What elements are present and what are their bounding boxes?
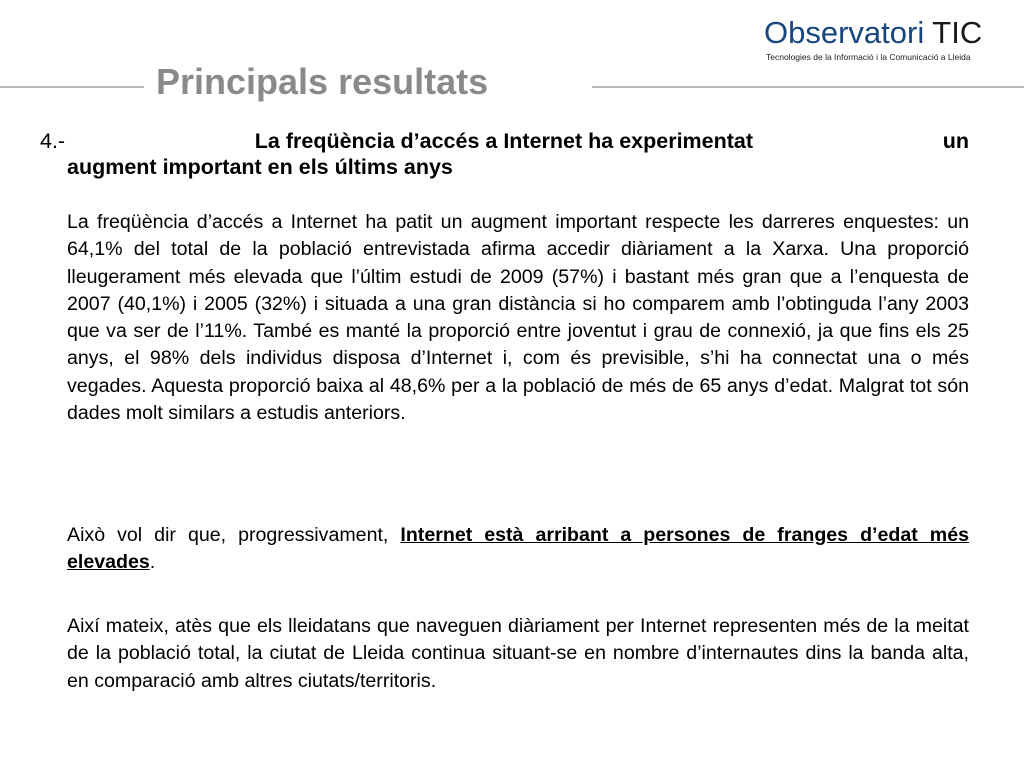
logo-name xyxy=(764,16,982,50)
paragraph-age-trend-tail: . xyxy=(149,551,156,574)
section-heading xyxy=(40,128,969,180)
heading-line-2: augment important en els últims anys xyxy=(67,155,453,179)
heading-line-1 xyxy=(40,128,969,154)
paragraph-lleida-comparison: Així mateix, atès que els lleidatans que naveguen diàriament per Internet representen més de la meitat de la població total, la ciutat de Lleida continua situant-se en nombre d’internautes dins la banda alta, en comparació amb altres ciutats/territoris. xyxy=(67,615,969,692)
observatori-tic-logo xyxy=(762,14,1018,68)
paragraph-access-frequency: La freqüència d’accés a Internet ha patit un augment important respecte les darreres enquestes: un 64,1% del total de la població entrevistada afirma accedir diàriament a la Xarxa. Una proporció lleugerament més elevada que l’últim estudi de 2009 (57%) i bastant més gran que a l’enquesta de 2007 (40,1%) i 2005 (32%) i situada a una gran distància si ho comparem amb l’obtinguda l’any 2003 que va ser de l’11%. També es manté la proporció entre joventut i grau de connexió, ja que fins els 25 anys, el 98% dels individus disposa d’Internet i, com és previsible, s’hi ha connectat una o més vegades. Aquesta proporció baixa al 48,6% per a la població de més de 65 anys d’edat. Malgrat tot són dades molt similars a estudis anteriors. xyxy=(67,211,969,425)
title-rule-right xyxy=(592,86,1024,88)
heading-line-1-last-word: un xyxy=(942,129,969,153)
heading-line-1-text: La freqüència d’accés a Internet ha experimentat xyxy=(254,129,754,153)
paragraph-age-trend-lead: Això vol dir que, progressivament, xyxy=(67,524,389,546)
paragraph-age-trend-emphasis: Internet està arribant a persones de franges d’edat més elevades xyxy=(67,524,969,574)
paragraph-age-trend xyxy=(67,522,969,577)
logo-name-part1: Observatori xyxy=(764,15,925,50)
logo-tagline: Tecnologies de la Informació i la Comunicació a Lleida xyxy=(766,52,971,62)
slide-title: Principals resultats xyxy=(156,61,489,102)
logo-name-part2: TIC xyxy=(932,15,983,50)
title-rule-left xyxy=(0,86,144,88)
heading-number: 4.- xyxy=(40,129,66,153)
